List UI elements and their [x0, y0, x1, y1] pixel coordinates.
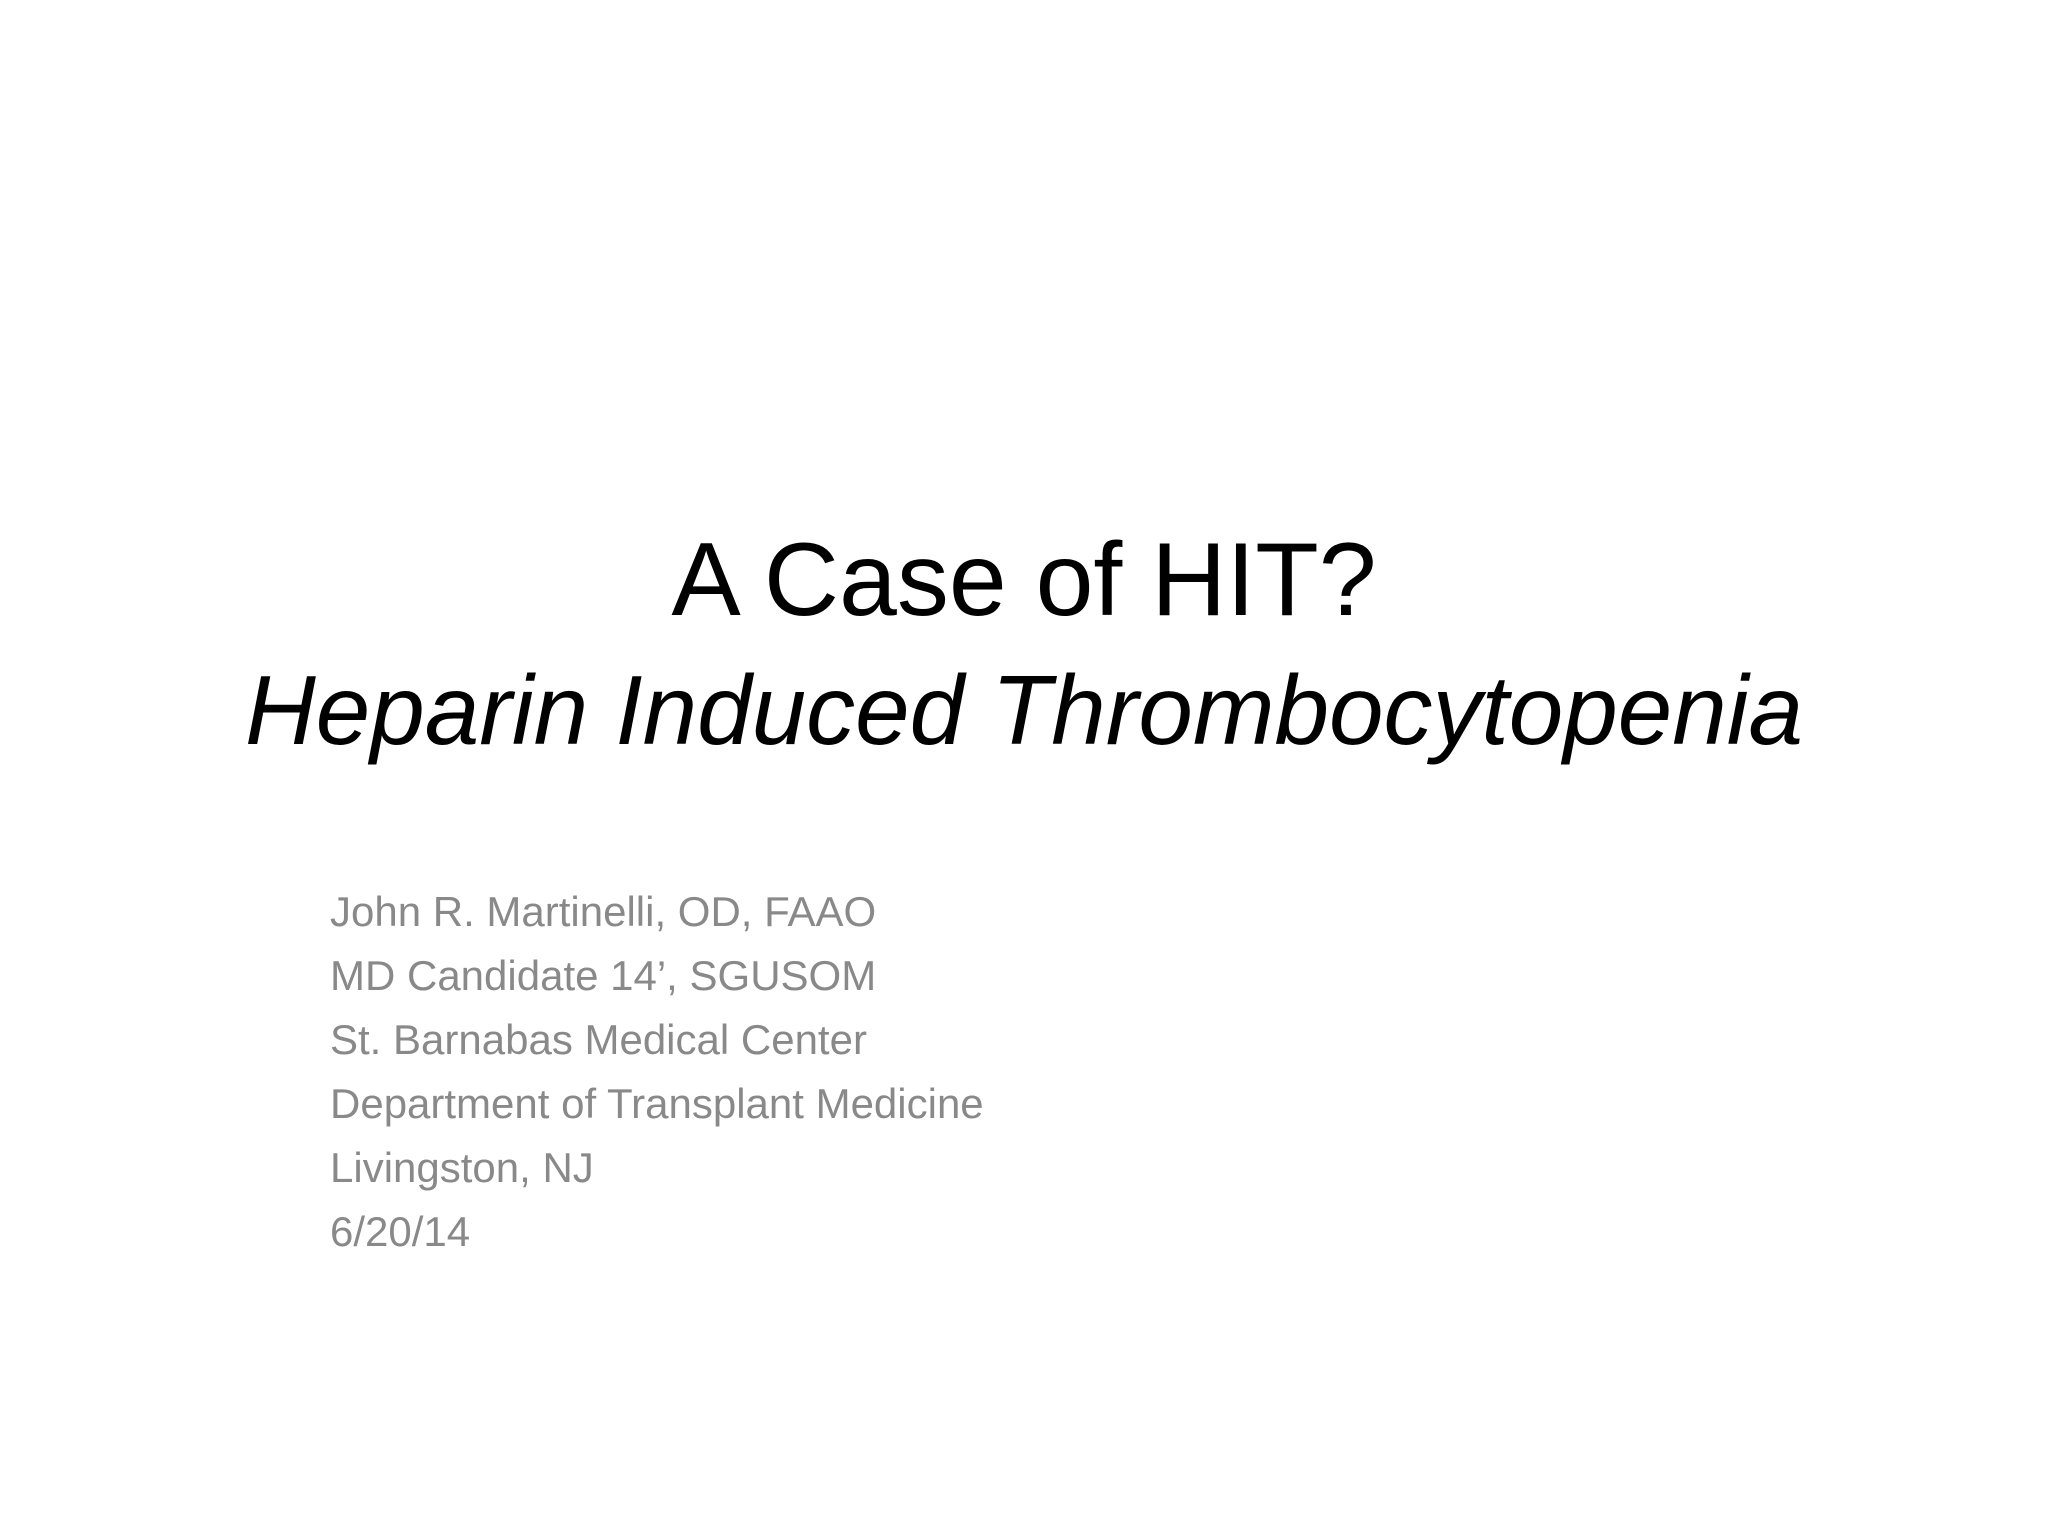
slide-subtitle: Heparin Induced Thrombocytopenia	[244, 655, 1804, 765]
author-institution: St. Barnabas Medical Center	[330, 1016, 867, 1063]
presentation-date: 6/20/14	[330, 1208, 471, 1255]
author-credential: MD Candidate 14’, SGUSOM	[330, 952, 877, 999]
author-name: John R. Martinelli, OD, FAAO	[330, 888, 877, 935]
title-block	[0, 515, 2048, 775]
slide-title: A Case of HIT?	[671, 522, 1377, 638]
author-info	[330, 880, 984, 1264]
author-department: Department of Transplant Medicine	[330, 1080, 984, 1127]
author-location: Livingston, NJ	[330, 1144, 594, 1191]
